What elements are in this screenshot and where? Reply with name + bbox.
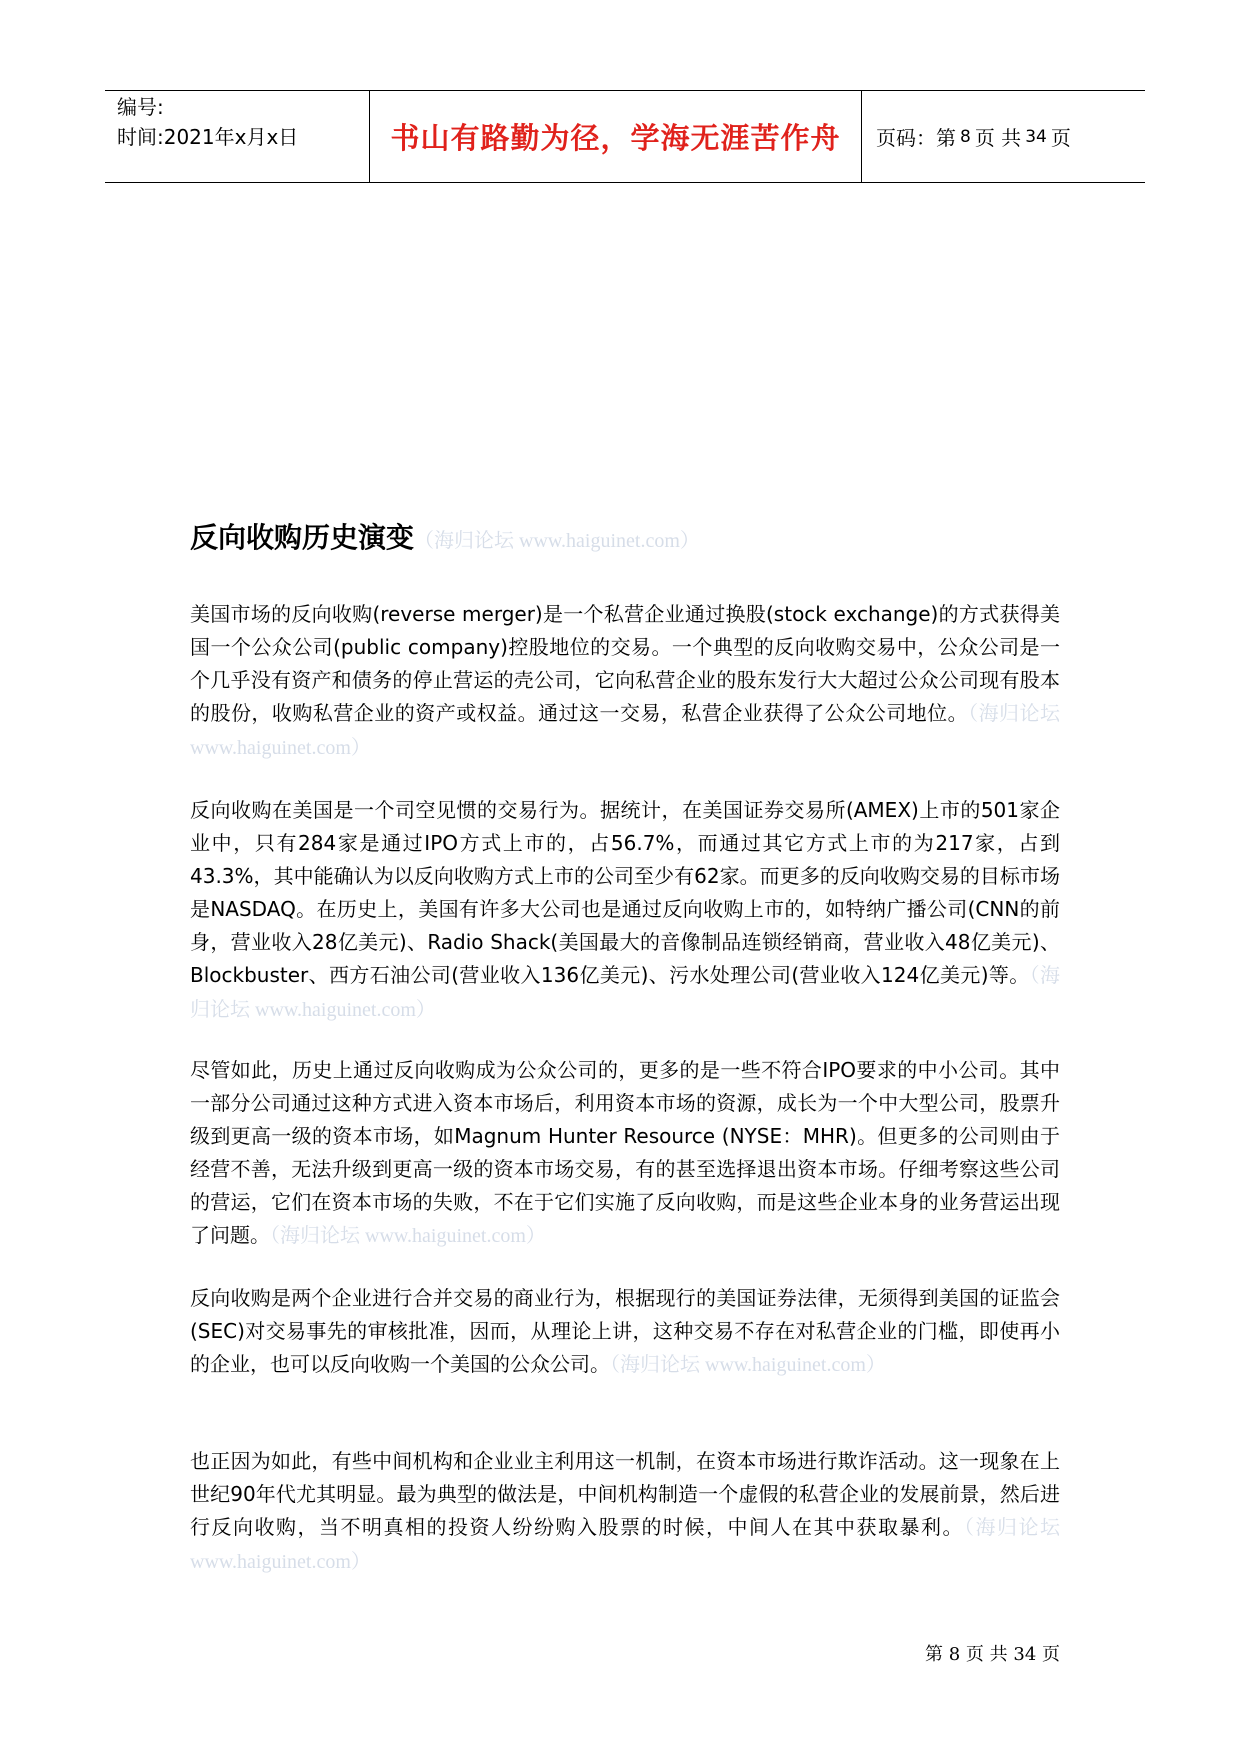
page-footer: 第 8 页 共 34 页 bbox=[925, 1644, 1060, 1665]
title-source-note: （海归论坛 www.haiguinet.com） bbox=[414, 530, 700, 552]
paragraph-text: 也正因为如此，有些中间机构和企业业主利用这一机制，在资本市场进行欺诈活动。这一现象在上世纪90年代尤其明显。最为典型的做法是，中间机构制造一个虚假的私营企业的发展前景，然后进行反向收购，当不明真相的投资人纷纷购入股票的时候，中间人在其中获取暴利。 bbox=[190, 1449, 1060, 1539]
paragraph-source-note: （海归论坛 www.haiguinet.com） bbox=[270, 1225, 546, 1247]
paragraph-text: 尽管如此，历史上通过反向收购成为公众公司的，更多的是一些不符合IPO要求的中小公司。其中一部分公司通过这种方式进入资本市场后，利用资本市场的资源，成长为一个中大型公司，股票升级到更高一级的资本市场，如Magnum Hunter Resource (NYSE：MHR)。但更多的公司则由于经营不善，无法升级到更高一级的资本市场交易，有的甚至选择退出资本市场。仔细考察这些公司的营运，它们在资本市场的失败，不在于它们实施了反向收购，而是这些企业本身的业务营运出现了问题。 bbox=[190, 1058, 1060, 1247]
header-page-info bbox=[862, 91, 1145, 182]
page-total: 34 bbox=[1025, 126, 1047, 147]
title-text: 反向收购历史演变 bbox=[190, 521, 415, 554]
paragraph-source-note: （海归论坛 www.haiguinet.com） bbox=[610, 1354, 886, 1376]
document-time-label: 时间:2021年x月x日 bbox=[117, 125, 299, 149]
page-header bbox=[105, 90, 1145, 183]
paragraph-3 bbox=[190, 1054, 1060, 1253]
paragraph-text: 美国市场的反向收购(reverse merger)是一个私营企业通过换股(stock exchange)的方式获得美国一个公众公司(public company)控股地位的交易。一个典型的反向收购交易中，公众公司是一个几乎没有资产和债务的停止营运的壳公司，它向私营企业的股东发行大大超过公众公司现有股本的股份，收购私营企业的资产或权益。通过这一交易，私营企业获得了公众公司地位。 bbox=[190, 602, 1060, 725]
paragraph-text: 反向收购在美国是一个司空见惯的交易行为。据统计，在美国证券交易所(AMEX)上市的501家企业中，只有284家是通过IPO方式上市的，占56.7%，而通过其它方式上市的为217家，占到43.3%，其中能确认为以反向收购方式上市的公司至少有62家。而更多的反向收购交易的目标市场是NASDAQ。在历史上，美国有许多大公司也是通过反向收购上市的，如特纳广播公司(CNN的前身，营业收入28亿美元)、Radio Shack(美国最大的音像制品连锁经销商，营业收入48亿美元)、Blockbuster、西方石油公司(营业收入136亿美元)、污水处理公司(营业收入124亿美元)等。 bbox=[190, 798, 1060, 987]
header-motto: 书山有路勤为径，学海无涯苦作舟 bbox=[390, 121, 841, 155]
paragraph-4 bbox=[190, 1282, 1060, 1382]
document-number-label: 编号: bbox=[117, 95, 164, 119]
paragraph-text: 反向收购是两个企业进行合并交易的商业行为，根据现行的美国证券法律，无须得到美国的证监会(SEC)对交易事先的审核批准，因而，从理论上讲，这种交易不存在对私营企业的门槛，即使再小的企业，也可以反向收购一个美国的公众公司。 bbox=[190, 1286, 1060, 1376]
paragraph-5 bbox=[190, 1445, 1060, 1579]
paragraph-source-note: （海归论坛 www.haiguinet.com） bbox=[190, 1517, 1060, 1573]
paragraph-2 bbox=[190, 794, 1060, 1027]
paragraph-source-note: （海归论坛 www.haiguinet.com） bbox=[190, 965, 1060, 1021]
paragraph-source-note: （海归论坛 www.haiguinet.com） bbox=[190, 703, 1061, 759]
header-motto-cell bbox=[370, 91, 862, 182]
page-current: 8 bbox=[960, 126, 971, 147]
page-suffix: 页 bbox=[1050, 126, 1071, 150]
header-meta bbox=[105, 91, 370, 182]
page-title bbox=[190, 518, 1090, 561]
paragraph-1 bbox=[190, 598, 1060, 765]
page-mid: 页 共 bbox=[974, 126, 1022, 150]
page-prefix: 页码：第 bbox=[876, 126, 956, 150]
